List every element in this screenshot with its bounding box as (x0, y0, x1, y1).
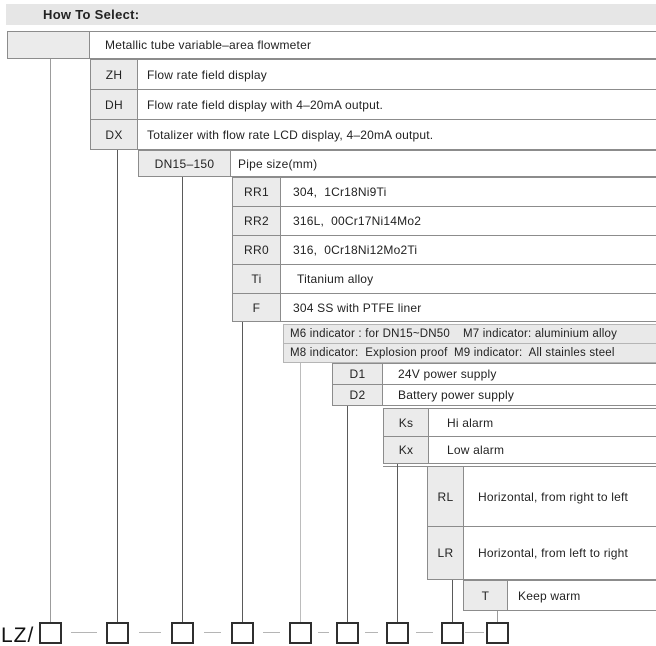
option-code: DX (91, 120, 138, 149)
page-title: How To Select: (6, 4, 656, 25)
option-code: RR0 (233, 236, 281, 264)
option-row (233, 206, 656, 235)
code-box-4 (231, 622, 254, 644)
option-desc: Metallic tube variable–area flowmeter (105, 38, 312, 52)
option-desc: Totalizer with flow rate LCD display, 4–20mA output. (147, 127, 434, 142)
connector-line-alarm (397, 464, 398, 622)
connector-line-indicator (300, 363, 301, 622)
connector-line-direction (452, 580, 453, 622)
option-desc: Horizontal, from right to left (478, 489, 629, 504)
option-code: DH (91, 90, 138, 119)
group-pipe-size (138, 150, 656, 177)
connector-line-insulation (497, 611, 498, 622)
connector-line-display (117, 150, 118, 622)
option-row (233, 264, 656, 293)
code-box-7 (386, 622, 409, 644)
option-row (91, 89, 656, 119)
box-separator-dash (365, 632, 378, 633)
option-desc: Battery power supply (398, 388, 515, 402)
option-desc: 304, 1Cr18Ni9Ti (293, 185, 387, 199)
option-code: DN15–150 (139, 151, 231, 176)
option-code: D1 (333, 364, 383, 384)
option-code: RR2 (233, 207, 281, 235)
option-row (139, 150, 656, 176)
option-row (428, 526, 656, 579)
option-code: D2 (333, 385, 383, 405)
group-power-supply (332, 363, 656, 406)
code-box-9 (486, 622, 509, 644)
connector-ledge (383, 466, 427, 467)
option-desc: Horizontal, from left to right (478, 546, 629, 560)
connector-line-product (50, 59, 51, 622)
code-box-2 (106, 622, 129, 644)
group-indicator (283, 324, 656, 363)
option-row (384, 408, 656, 436)
option-code: LR (428, 527, 464, 579)
indicator-row (284, 324, 656, 343)
connector-line-material (242, 322, 243, 622)
option-desc: 316L, 00Cr17Ni14Mo2 (293, 214, 422, 228)
option-desc: Flow rate field display with 4–20mA output. (147, 97, 384, 112)
connector-line-power (347, 406, 348, 622)
option-row (333, 363, 656, 384)
indicator-note: M8 indicator: Explosion proof (290, 347, 448, 359)
code-box-1 (39, 622, 62, 644)
option-row (91, 59, 656, 89)
indicator-note: M7 indicator: aluminium alloy (463, 328, 618, 340)
connector-line-size (182, 177, 183, 622)
box-separator-dash (71, 632, 97, 633)
code-box-6 (336, 622, 359, 644)
option-code: RL (428, 467, 464, 526)
group-display-type (90, 59, 656, 150)
group-product (7, 31, 656, 59)
option-code: Ti (233, 265, 281, 293)
option-code: T (464, 581, 508, 610)
code-box-5 (289, 622, 312, 644)
box-separator-dash (139, 632, 161, 633)
indicator-note: M9 indicator: All stainles steel (454, 347, 615, 359)
box-separator-dash (204, 632, 221, 633)
option-desc: Low alarm (447, 443, 505, 457)
option-row (91, 119, 656, 149)
indicator-note: M6 indicator : for DN15~DN50 (290, 328, 450, 340)
code-box-8 (441, 622, 464, 644)
option-code: RR1 (233, 178, 281, 206)
option-code: F (233, 294, 281, 321)
option-row (233, 235, 656, 264)
option-row (464, 580, 656, 610)
option-row (428, 466, 656, 526)
option-code: ZH (91, 60, 138, 89)
box-separator-dash (263, 632, 280, 633)
option-desc: Keep warm (518, 588, 581, 603)
group-insulation (463, 580, 656, 611)
option-row (8, 31, 656, 58)
option-row (384, 436, 656, 463)
box-separator-dash (416, 632, 433, 633)
group-material (232, 177, 656, 322)
group-alarm (383, 408, 656, 464)
option-code: Kx (384, 437, 429, 463)
indicator-row (284, 343, 656, 362)
option-desc: 316, 0Cr18Ni12Mo2Ti (293, 243, 418, 257)
option-desc: Pipe size(mm) (238, 156, 318, 171)
box-separator-dash (318, 632, 329, 633)
option-desc: 304 SS with PTFE liner (293, 300, 422, 315)
option-desc: 24V power supply (398, 367, 497, 381)
code-box-3 (171, 622, 194, 644)
option-row (233, 177, 656, 206)
option-desc: Hi alarm (447, 415, 494, 430)
option-desc: Flow rate field display (147, 67, 267, 82)
model-prefix: LZ/ (1, 624, 35, 646)
box-separator-dash (465, 632, 484, 633)
option-code: Ks (384, 409, 429, 436)
option-desc: Titanium alloy (297, 272, 374, 286)
group-flow-direction (427, 466, 656, 580)
option-row (233, 293, 656, 321)
option-code (8, 32, 90, 58)
option-row (333, 384, 656, 405)
